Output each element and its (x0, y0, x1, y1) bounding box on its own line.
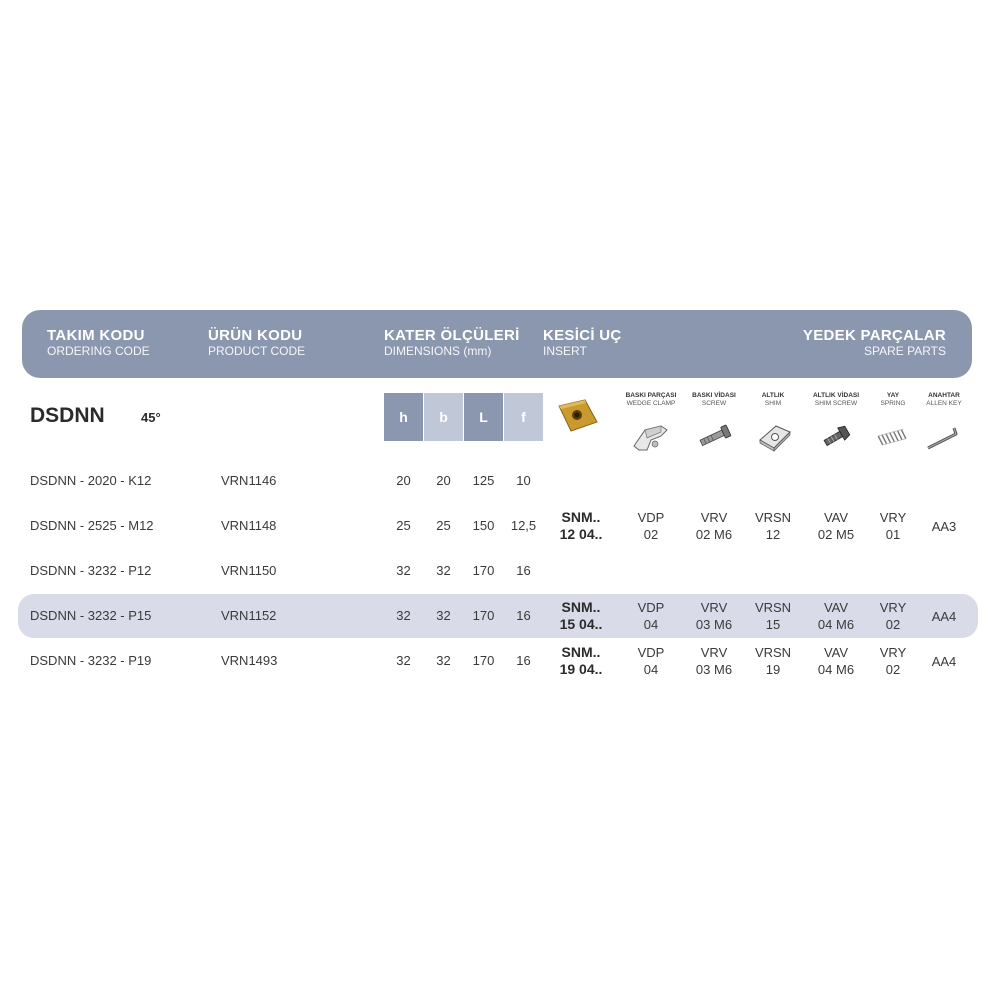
dim-b-cell: 25 (436, 518, 451, 533)
spare-header-subtitle: SCREW (701, 400, 727, 407)
ordering-code-cell: DSDNN - 3232 - P19 (30, 653, 152, 668)
screw-icon (694, 420, 734, 454)
part-code-line: 03 M6 (695, 617, 733, 632)
part-code-line: VRY (879, 645, 907, 660)
part-code-line: VRV (700, 600, 728, 615)
dim-h-cell: 32 (396, 608, 411, 623)
part-code-line: 04 (643, 617, 659, 632)
part-code-line: 19 (765, 662, 781, 677)
screw-code (684, 599, 744, 633)
part-code-line: VRY (879, 510, 907, 525)
dim-label-f: f (504, 393, 543, 441)
shim-screw-code (806, 644, 866, 678)
spring-icon (873, 420, 913, 454)
dim-L-cell: 150 (472, 518, 495, 533)
part-code-line: VAV (823, 510, 849, 525)
wedge-clamp-code (621, 644, 681, 678)
part-code-line: VDP (637, 600, 665, 615)
dim-label-h: h (384, 393, 423, 441)
product-code-subtitle: PRODUCT CODE (208, 344, 306, 358)
part-code-line: VDP (637, 510, 665, 525)
dimensions-subtitle: DIMENSIONS (mm) (384, 344, 492, 358)
wedge-clamp-code (621, 599, 681, 633)
dim-f-cell: 16 (516, 653, 531, 668)
part-code-line: 01 (885, 527, 901, 542)
ordering-code-subtitle: ORDERING CODE (47, 344, 150, 358)
spare-header-shim (738, 392, 808, 408)
part-code-line: 12 (765, 527, 781, 542)
shim-screw-code (806, 599, 866, 633)
insert-title: KESİCİ UÇ (543, 327, 622, 344)
part-code-line: VRSN (754, 645, 792, 660)
dim-b-cell: 20 (436, 473, 451, 488)
shim-screw-code (806, 509, 866, 543)
dim-L-cell: 170 (472, 608, 495, 623)
spare-header-wedge-clamp (616, 392, 686, 408)
shim-code (743, 509, 803, 543)
shim-code (743, 644, 803, 678)
product-code-cell: VRN1493 (221, 653, 278, 668)
spare-header-subtitle: SHIM (764, 400, 782, 407)
insert-code-line: SNM.. (561, 644, 601, 660)
spare-header-subtitle: WEDGE CLAMP (626, 400, 676, 407)
spare-parts-header (803, 327, 946, 359)
part-code-line: VRV (700, 645, 728, 660)
dim-h-cell: 25 (396, 518, 411, 533)
spare-header-subtitle: ALLEN KEY (926, 400, 962, 407)
insert-code (551, 509, 611, 543)
spare-parts-subtitle: SPARE PARTS (863, 344, 946, 358)
part-code-line: AA4 (931, 609, 957, 624)
dim-h-cell: 32 (396, 563, 411, 578)
ordering-code-cell: DSDNN - 3232 - P12 (30, 563, 152, 578)
part-code-line: 02 M6 (695, 527, 733, 542)
part-code-line: VDP (637, 645, 665, 660)
part-code-line: 04 M6 (817, 662, 855, 677)
allen-key-icon (924, 420, 964, 454)
part-code-line: VRY (879, 600, 907, 615)
part-code-line: 15 (765, 617, 781, 632)
table-header-bar (22, 310, 972, 378)
part-code-line: 03 M6 (695, 662, 733, 677)
insert-subtitle: INSERT (543, 344, 587, 358)
spare-header-title: BASKI PARÇASI (625, 392, 677, 399)
allen-key-code (914, 653, 974, 670)
insert-code (551, 599, 611, 633)
spare-header-title: BASKI VİDASI (692, 392, 736, 399)
dimensions-title: KATER ÖLÇÜLERİ (384, 327, 520, 344)
screw-code (684, 509, 744, 543)
dimensions-header (384, 327, 520, 359)
dim-L-cell: 125 (472, 473, 495, 488)
part-code-line: 02 M5 (817, 527, 855, 542)
spare-header-title: ALTLIK VİDASI (812, 392, 860, 399)
insert-icon (555, 398, 599, 434)
dim-b-cell: 32 (436, 608, 451, 623)
part-code-line: VAV (823, 645, 849, 660)
spare-header-allen-key (909, 392, 979, 408)
allen-key-code (914, 518, 974, 535)
product-code-cell: VRN1146 (221, 473, 277, 488)
dim-label-b: b (424, 393, 463, 441)
spare-parts-title: YEDEK PARÇALAR (802, 327, 946, 344)
ordering-code-cell: DSDNN - 2020 - K12 (30, 473, 152, 488)
spare-header-title: ALTLIK (761, 392, 785, 399)
dim-b-cell: 32 (436, 653, 451, 668)
shim-icon (754, 420, 794, 454)
dim-L-cell: 170 (472, 563, 495, 578)
product-code-cell: VRN1148 (221, 518, 277, 533)
ordering-code-cell: DSDNN - 3232 - P15 (30, 608, 152, 623)
part-code-line: 02 (885, 617, 901, 632)
part-code-line: VRV (700, 510, 728, 525)
part-code-line: 04 M6 (817, 617, 855, 632)
insert-code (551, 644, 611, 678)
screw-code (684, 644, 744, 678)
model-name: DSDNN (30, 404, 105, 427)
product-code-cell: VRN1150 (221, 563, 277, 578)
dim-f-cell: 16 (516, 563, 531, 578)
part-code-line: AA4 (931, 654, 957, 669)
insert-code-line: 19 04.. (559, 661, 603, 677)
part-code-line: VAV (823, 600, 849, 615)
wedge-clamp-code (621, 509, 681, 543)
insert-code-line: 15 04.. (559, 616, 603, 632)
dim-h-cell: 32 (396, 653, 411, 668)
spare-header-title: YAY (886, 392, 900, 399)
spare-header-subtitle: SPRING (880, 400, 906, 407)
dim-label-L: L (464, 393, 503, 441)
dim-h-cell: 20 (396, 473, 411, 488)
part-code-line: VRSN (754, 600, 792, 615)
wedge-clamp-icon (631, 420, 671, 454)
part-code-line: 02 (885, 662, 901, 677)
product-code-title: ÜRÜN KODU (208, 327, 303, 344)
insert-code-line: SNM.. (561, 509, 601, 525)
dim-L-cell: 170 (472, 653, 495, 668)
part-code-line: AA3 (931, 519, 957, 534)
allen-key-code (914, 608, 974, 625)
model-angle: 45° (141, 410, 161, 425)
dim-b-cell: 32 (436, 563, 451, 578)
shim-code (743, 599, 803, 633)
dim-f-cell: 10 (516, 473, 531, 488)
spare-header-subtitle: SHIM SCREW (814, 400, 858, 407)
product-code-header (208, 327, 305, 359)
ordering-code-cell: DSDNN - 2525 - M12 (30, 518, 154, 533)
ordering-code-header (47, 327, 150, 359)
insert-header (543, 327, 622, 359)
spare-header-title: ANAHTAR (928, 392, 960, 399)
dim-f-cell: 12,5 (510, 518, 537, 533)
ordering-code-title: TAKIM KODU (47, 327, 145, 344)
part-code-line: 04 (643, 662, 659, 677)
dim-f-cell: 16 (516, 608, 531, 623)
insert-code-line: 12 04.. (559, 526, 603, 542)
insert-code-line: SNM.. (561, 599, 601, 615)
part-code-line: VRSN (754, 510, 792, 525)
product-code-cell: VRN1152 (221, 608, 277, 623)
shim-screw-icon (816, 420, 856, 454)
part-code-line: 02 (643, 527, 659, 542)
